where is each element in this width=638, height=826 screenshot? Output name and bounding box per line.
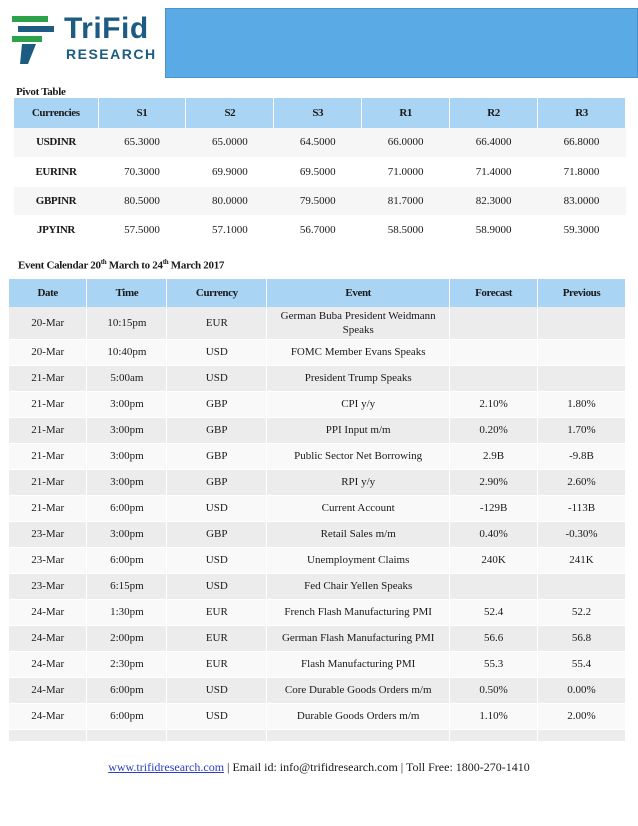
event-currency-cell: EUR [167,651,267,677]
event-name-cell: Retail Sales m/m [267,521,450,547]
event-forecast-cell [450,307,538,339]
events-header-row [9,279,626,307]
pivot-value-cell: 58.5000 [362,215,450,244]
event-currency-cell: USD [167,339,267,365]
pivot-value-cell: 80.0000 [186,186,274,215]
event-date-cell: 21-Mar [9,443,87,469]
event-name-cell: Fed Chair Yellen Speaks [267,573,450,599]
events-header-previous: Previous [538,279,626,307]
event-name-cell: German Buba President Weidmann Speaks [267,307,450,339]
event-currency-cell: EUR [167,625,267,651]
event-name-cell: FOMC Member Evans Speaks [267,339,450,365]
event-date-cell: 23-Mar [9,547,87,573]
event-time-cell: 6:15pm [87,573,167,599]
pivot-value-cell: 79.5000 [274,186,362,215]
event-previous-cell: -113B [538,495,626,521]
pivot-header-s1: S1 [98,98,186,128]
event-row [9,703,626,729]
event-previous-cell: 0.00% [538,677,626,703]
pivot-header-s3: S3 [274,98,362,128]
event-forecast-cell: 0.50% [450,677,538,703]
event-row [9,651,626,677]
event-time-cell: 5:00am [87,365,167,391]
event-row [9,339,626,365]
event-previous-cell: 1.70% [538,417,626,443]
events-header-event: Event [267,279,450,307]
event-previous-cell [538,339,626,365]
event-date-cell: 21-Mar [9,391,87,417]
event-time-cell: 6:00pm [87,677,167,703]
event-name-cell: Core Durable Goods Orders m/m [267,677,450,703]
event-currency-cell: USD [167,495,267,521]
pivot-value-cell: 83.0000 [538,186,626,215]
event-date-cell: 21-Mar [9,495,87,521]
pivot-header-currencies: Currencies [14,98,98,128]
event-time-cell: 6:00pm [87,495,167,521]
pivot-value-cell: 56.7000 [274,215,362,244]
event-date-cell [9,729,87,741]
event-previous-cell [538,307,626,339]
event-forecast-cell: 55.3 [450,651,538,677]
event-row [9,391,626,417]
event-date-cell: 24-Mar [9,599,87,625]
footer-contact-text: | Email id: info@trifidresearch.com | Toll Free: 1800-270-1410 [224,760,530,774]
event-currency-cell: GBP [167,391,267,417]
event-row [9,307,626,339]
event-time-cell: 2:00pm [87,625,167,651]
event-name-cell: Current Account [267,495,450,521]
event-date-cell: 20-Mar [9,339,87,365]
event-name-cell: Public Sector Net Borrowing [267,443,450,469]
event-previous-cell [538,729,626,741]
pivot-value-cell: 59.3000 [538,215,626,244]
event-calendar-title: Event Calendar 20th March to 24th March 2017 [18,258,225,272]
event-currency-cell: USD [167,365,267,391]
event-currency-cell: GBP [167,521,267,547]
event-time-cell: 6:00pm [87,703,167,729]
event-previous-cell: 52.2 [538,599,626,625]
event-forecast-cell [450,365,538,391]
page-footer [0,760,638,775]
logo-name-bottom: RESEARCH [66,46,157,62]
event-currency-cell: USD [167,677,267,703]
rupee-logo-icon [12,14,56,66]
events-header-forecast: Forecast [450,279,538,307]
event-currency-cell: EUR [167,599,267,625]
event-time-cell: 10:15pm [87,307,167,339]
event-time-cell: 6:00pm [87,547,167,573]
event-name-cell: German Flash Manufacturing PMI [267,625,450,651]
event-name-cell: Unemployment Claims [267,547,450,573]
pivot-currency-cell: USDINR [14,128,98,157]
event-name-cell: Durable Goods Orders m/m [267,703,450,729]
event-date-cell: 21-Mar [9,365,87,391]
event-time-cell: 3:00pm [87,443,167,469]
event-row [9,599,626,625]
pivot-value-cell: 66.8000 [538,128,626,157]
event-forecast-cell: -129B [450,495,538,521]
pivot-value-cell: 71.8000 [538,157,626,186]
event-forecast-cell: 1.10% [450,703,538,729]
event-currency-cell: GBP [167,443,267,469]
pivot-currency-cell: EURINR [14,157,98,186]
pivot-currency-cell: GBPINR [14,186,98,215]
event-forecast-cell: 2.9B [450,443,538,469]
event-currency-cell: EUR [167,307,267,339]
pivot-header-s2: S2 [186,98,274,128]
event-name-cell: CPI y/y [267,391,450,417]
event-forecast-cell: 52.4 [450,599,538,625]
pivot-value-cell: 81.7000 [362,186,450,215]
event-previous-cell: 2.00% [538,703,626,729]
event-currency-cell: USD [167,703,267,729]
event-date-cell: 21-Mar [9,417,87,443]
event-name-cell: RPI y/y [267,469,450,495]
event-forecast-cell [450,339,538,365]
event-name-cell [267,729,450,741]
logo-name-top: TriFid [64,12,149,45]
event-currency-cell: GBP [167,469,267,495]
event-name-cell: French Flash Manufacturing PMI [267,599,450,625]
pivot-value-cell: 80.5000 [98,186,186,215]
event-date-cell: 24-Mar [9,651,87,677]
event-date-cell: 20-Mar [9,307,87,339]
pivot-value-cell: 69.9000 [186,157,274,186]
pivot-header-r1: R1 [362,98,450,128]
event-forecast-cell [450,729,538,741]
header-band [165,8,638,78]
event-date-cell: 24-Mar [9,703,87,729]
event-row [9,677,626,703]
event-time-cell: 3:00pm [87,521,167,547]
event-row [9,417,626,443]
pivot-value-cell: 66.0000 [362,128,450,157]
pivot-table-title: Pivot Table [16,86,66,98]
event-time-cell [87,729,167,741]
event-name-cell: PPI Input m/m [267,417,450,443]
event-row [9,469,626,495]
website-link[interactable]: www.trifidresearch.com [108,760,225,774]
event-row [9,495,626,521]
pivot-header-r3: R3 [538,98,626,128]
pivot-table [14,98,626,245]
pivot-value-cell: 57.1000 [186,215,274,244]
event-currency-cell [167,729,267,741]
events-header-time: Time [87,279,167,307]
pivot-value-cell: 70.3000 [98,157,186,186]
pivot-value-cell: 69.5000 [274,157,362,186]
event-previous-cell: -0.30% [538,521,626,547]
pivot-value-cell: 65.0000 [186,128,274,157]
event-currency-cell: GBP [167,417,267,443]
pivot-row [14,215,626,244]
event-date-cell: 24-Mar [9,677,87,703]
events-header-date: Date [9,279,87,307]
trifid-logo[interactable] [8,10,168,72]
pivot-value-cell: 82.3000 [450,186,538,215]
event-time-cell: 3:00pm [87,391,167,417]
pivot-value-cell: 66.4000 [450,128,538,157]
pivot-row [14,157,626,186]
event-time-cell: 2:30pm [87,651,167,677]
event-row [9,443,626,469]
event-previous-cell: 55.4 [538,651,626,677]
pivot-row [14,186,626,215]
event-date-cell: 24-Mar [9,625,87,651]
event-row [9,625,626,651]
event-previous-cell: 56.8 [538,625,626,651]
event-time-cell: 3:00pm [87,469,167,495]
pivot-value-cell: 58.9000 [450,215,538,244]
event-currency-cell: USD [167,547,267,573]
event-forecast-cell: 240K [450,547,538,573]
pivot-header-r2: R2 [450,98,538,128]
event-name-cell: Flash Manufacturing PMI [267,651,450,677]
event-previous-cell [538,365,626,391]
event-previous-cell: 1.80% [538,391,626,417]
event-previous-cell: 2.60% [538,469,626,495]
event-date-cell: 23-Mar [9,521,87,547]
event-row [9,729,626,741]
event-forecast-cell: 0.20% [450,417,538,443]
pivot-value-cell: 64.5000 [274,128,362,157]
event-date-cell: 23-Mar [9,573,87,599]
event-previous-cell: 241K [538,547,626,573]
event-forecast-cell: 0.40% [450,521,538,547]
page-header [0,0,638,78]
event-name-cell: President Trump Speaks [267,365,450,391]
event-time-cell: 1:30pm [87,599,167,625]
event-time-cell: 10:40pm [87,339,167,365]
pivot-value-cell: 71.4000 [450,157,538,186]
event-row [9,573,626,599]
event-previous-cell [538,573,626,599]
pivot-value-cell: 65.3000 [98,128,186,157]
event-forecast-cell [450,573,538,599]
event-date-cell: 21-Mar [9,469,87,495]
event-calendar-table [9,279,626,742]
event-currency-cell: USD [167,573,267,599]
event-row [9,365,626,391]
event-previous-cell: -9.8B [538,443,626,469]
event-forecast-cell: 2.90% [450,469,538,495]
pivot-header-row [14,98,626,128]
pivot-currency-cell: JPYINR [14,215,98,244]
event-row [9,521,626,547]
event-row [9,547,626,573]
pivot-row [14,128,626,157]
pivot-value-cell: 57.5000 [98,215,186,244]
event-forecast-cell: 2.10% [450,391,538,417]
pivot-value-cell: 71.0000 [362,157,450,186]
event-time-cell: 3:00pm [87,417,167,443]
event-forecast-cell: 56.6 [450,625,538,651]
events-header-currency: Currency [167,279,267,307]
